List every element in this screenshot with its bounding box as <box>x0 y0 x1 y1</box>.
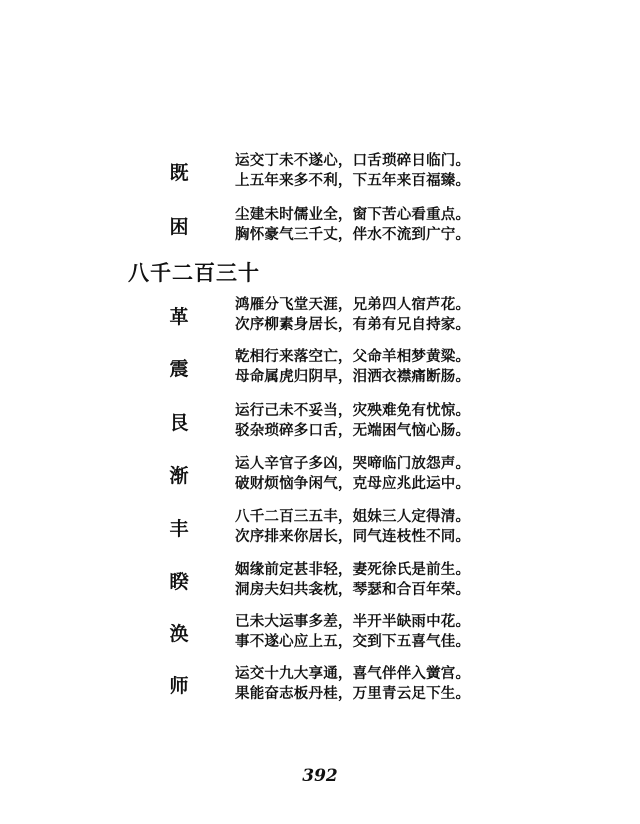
verse-entry <box>0 453 640 503</box>
hexagram-label: 困 <box>169 216 189 238</box>
verse-line: 洞房夫妇共衾枕，琴瑟和合百年荣。 <box>235 581 471 598</box>
verse-line: 次序柳素身居长，有弟有兄自持家。 <box>235 316 471 333</box>
hexagram-label: 艮 <box>169 412 189 434</box>
verse-line: 运交丁未不遂心，口舌琐碎日临门。 <box>235 152 471 169</box>
page-number: 392 <box>302 766 338 786</box>
verse-entry <box>0 400 640 450</box>
hexagram-label: 革 <box>169 306 189 328</box>
verse-line: 运行己未不妥当，灾殃难免有忧惊。 <box>235 402 471 419</box>
verse-line: 乾相行来落空亡，父命羊相梦黄粱。 <box>235 348 471 365</box>
verse-line: 尘建未时儒业全，窗下苦心看重点。 <box>235 206 471 223</box>
verse-line: 姻缘前定甚非轻，妻死徐氏是前生。 <box>235 561 471 578</box>
verse-line: 破财烦恼争闲气，克母应兆此运中。 <box>235 475 471 492</box>
hexagram-label: 既 <box>169 162 189 184</box>
verse-entry <box>0 506 640 556</box>
verse-line: 母命属虎归阴早，泪洒衣襟痛断肠。 <box>235 368 471 385</box>
verse-line: 已未大运事多差，半开半缺雨中花。 <box>235 613 471 630</box>
hexagram-label: 师 <box>169 675 189 697</box>
hexagram-label: 震 <box>169 358 189 380</box>
verse-line: 运交十九大享通，喜气伴伴入黉宫。 <box>235 665 471 682</box>
verse-entry <box>0 346 640 396</box>
section-heading: 八千二百三十 <box>128 260 260 285</box>
verse-line: 上五年来多不利，下五年来百福臻。 <box>235 172 471 189</box>
verse-line: 事不遂心应上五，交到下五喜气佳。 <box>235 633 471 650</box>
verse-line: 运人辛官子多凶，哭啼临门放怨声。 <box>235 455 471 472</box>
hexagram-label: 渐 <box>169 465 189 487</box>
verse-line: 次序排来你居长，同气连枝性不同。 <box>235 528 471 545</box>
verse-line: 驳杂琐碎多口舌，无端困气恼心肠。 <box>235 422 471 439</box>
verse-entry <box>0 559 640 609</box>
verse-entry <box>0 611 640 661</box>
verse-entry <box>0 204 640 254</box>
hexagram-label: 涣 <box>169 623 189 645</box>
verse-entry <box>0 294 640 344</box>
hexagram-label: 睽 <box>169 571 189 593</box>
verse-line: 果能奋志板丹桂，万里青云足下生。 <box>235 685 471 702</box>
verse-line: 胸怀豪气三千丈，伴水不流到广宁。 <box>235 226 471 243</box>
hexagram-label: 丰 <box>169 518 189 540</box>
verse-line: 八千二百三五丰，姐妹三人定得清。 <box>235 508 471 525</box>
verse-entry <box>0 663 640 713</box>
verse-entry <box>0 150 640 200</box>
verse-line: 鸿雁分飞堂天涯，兄弟四人宿芦花。 <box>235 296 471 313</box>
